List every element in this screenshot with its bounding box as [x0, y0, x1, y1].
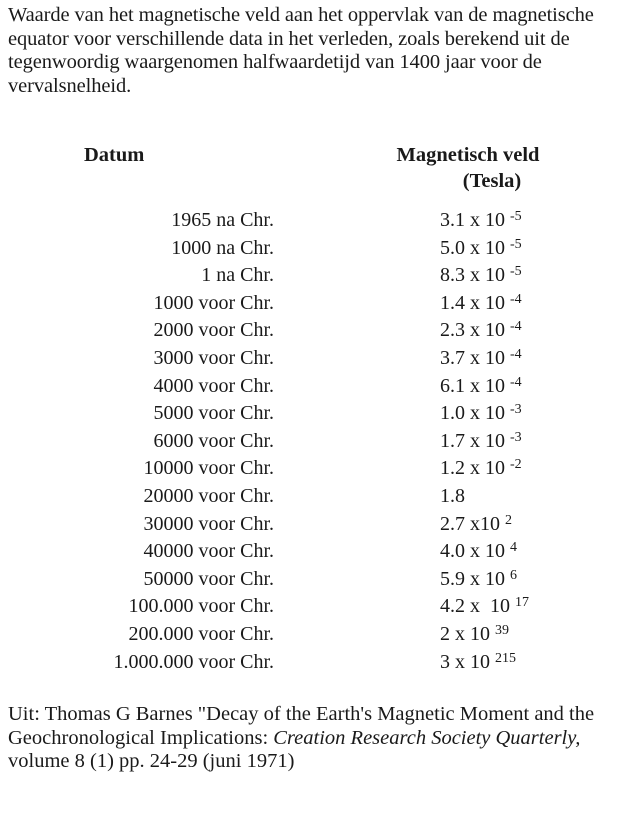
table-row — [0, 593, 619, 621]
field-value-mantissa: 1.4 x 10 — [440, 291, 505, 314]
date-cell: 40000 voor Chr. — [143, 540, 274, 563]
date-cell: 20000 voor Chr. — [143, 484, 274, 507]
field-value-cell — [440, 455, 522, 482]
field-value-mantissa: 1.0 x 10 — [440, 402, 505, 425]
field-value-exponent: -5 — [510, 264, 522, 280]
field-value-exponent: -4 — [510, 319, 522, 335]
field-value-mantissa: 3.7 x 10 — [440, 346, 505, 369]
field-value-cell — [440, 621, 509, 648]
field-value-cell — [440, 538, 517, 565]
field-value-cell — [440, 290, 522, 317]
field-value-cell — [440, 649, 516, 676]
field-value-mantissa: 4.0 x 10 — [440, 540, 505, 563]
field-value-exponent: 6 — [510, 567, 517, 583]
field-value-mantissa: 1.2 x 10 — [440, 457, 505, 480]
table-row — [0, 455, 619, 483]
field-value-exponent: -4 — [510, 374, 522, 390]
table-row — [0, 207, 619, 235]
column-header-magnetic-field-title: Magnetisch veld — [396, 144, 540, 166]
date-cell: 10000 voor Chr. — [143, 457, 274, 480]
date-cell: 1.000.000 voor Chr. — [113, 650, 274, 673]
table-row — [0, 538, 619, 566]
field-value-cell — [440, 317, 522, 344]
date-cell: 1965 na Chr. — [171, 209, 274, 231]
field-value-exponent: 215 — [495, 650, 516, 666]
table-row — [0, 235, 619, 263]
field-value-mantissa: 1.8 — [440, 484, 465, 507]
field-value-exponent: 17 — [515, 595, 529, 611]
table-row — [0, 483, 619, 511]
field-value-cell — [440, 511, 512, 538]
field-value-exponent: 4 — [510, 540, 517, 556]
table-row — [0, 290, 619, 318]
field-value-mantissa: 2 x 10 — [440, 622, 490, 645]
field-value-mantissa: 8.3 x 10 — [440, 264, 505, 287]
date-cell: 5000 voor Chr. — [153, 402, 274, 425]
field-value-mantissa: 3.1 x 10 — [440, 209, 505, 231]
date-cell: 1000 voor Chr. — [153, 291, 274, 314]
table-row — [0, 400, 619, 428]
field-value-cell — [440, 373, 522, 400]
table-row — [0, 428, 619, 456]
field-value-cell — [440, 207, 522, 234]
date-cell: 6000 voor Chr. — [153, 429, 274, 452]
field-value-mantissa: 5.9 x 10 — [440, 567, 505, 590]
field-value-mantissa: 1.7 x 10 — [440, 429, 505, 452]
field-value-cell — [440, 400, 522, 427]
field-value-mantissa: 2.7 x10 — [440, 512, 500, 535]
field-value-cell — [440, 483, 465, 510]
date-cell: 3000 voor Chr. — [153, 346, 274, 369]
field-value-exponent: -3 — [510, 429, 522, 445]
data-table — [0, 207, 619, 676]
date-cell: 100.000 voor Chr. — [128, 595, 274, 618]
field-value-exponent: -4 — [510, 291, 522, 307]
field-value-cell — [440, 235, 522, 262]
field-value-cell — [440, 262, 522, 289]
field-value-cell — [440, 593, 529, 620]
date-cell: 200.000 voor Chr. — [128, 622, 274, 645]
column-header-magnetic-field — [368, 142, 568, 194]
table-row — [0, 511, 619, 539]
field-value-mantissa: 2.3 x 10 — [440, 319, 505, 342]
intro-paragraph: Waarde van het magnetische veld aan het oppervlak van de magnetische equator voor verschillende data in het verleden, zoals berekend uit de tegenwoordig waargenomen halfwaardetijd van 1400 jaar voor de vervalsnelheid. — [8, 4, 594, 97]
table-row — [0, 566, 619, 594]
field-value-exponent: -5 — [510, 209, 522, 224]
field-value-exponent: -3 — [510, 402, 522, 418]
field-value-exponent: 39 — [495, 622, 509, 638]
field-value-mantissa: 6.1 x 10 — [440, 374, 505, 397]
column-header-date: Datum — [84, 144, 145, 166]
table-row — [0, 649, 619, 677]
field-value-mantissa: 4.2 x 10 — [440, 595, 510, 618]
date-cell: 30000 voor Chr. — [143, 512, 274, 535]
date-cell: 50000 voor Chr. — [143, 567, 274, 590]
date-cell: 1000 na Chr. — [171, 236, 274, 259]
date-cell: 4000 voor Chr. — [153, 374, 274, 397]
field-value-exponent: -2 — [510, 457, 522, 473]
table-row — [0, 345, 619, 373]
citation-text: Uit: Thomas G Barnes "Decay of the Earth's Magnetic Moment and the Geochronological Implications: — [8, 703, 595, 749]
date-cell: 2000 voor Chr. — [153, 319, 274, 342]
field-value-cell — [440, 428, 522, 455]
source-citation — [8, 703, 613, 774]
table-row — [0, 317, 619, 345]
citation-details: volume 8 (1) pp. 24-29 (juni 1971) — [8, 750, 295, 772]
field-value-cell — [440, 566, 517, 593]
column-header-magnetic-field-unit: (Tesla) — [462, 170, 522, 192]
table-row — [0, 262, 619, 290]
field-value-exponent: 2 — [505, 512, 512, 528]
field-value-cell — [440, 345, 522, 372]
date-cell: 1 na Chr. — [201, 264, 274, 287]
field-value-mantissa: 5.0 x 10 — [440, 236, 505, 259]
field-value-exponent: -4 — [510, 346, 522, 362]
journal-title: Creation Research Society Quarterly, — [273, 726, 581, 749]
table-row — [0, 621, 619, 649]
field-value-exponent: -5 — [510, 236, 522, 252]
field-value-mantissa: 3 x 10 — [440, 650, 490, 673]
table-row — [0, 373, 619, 401]
